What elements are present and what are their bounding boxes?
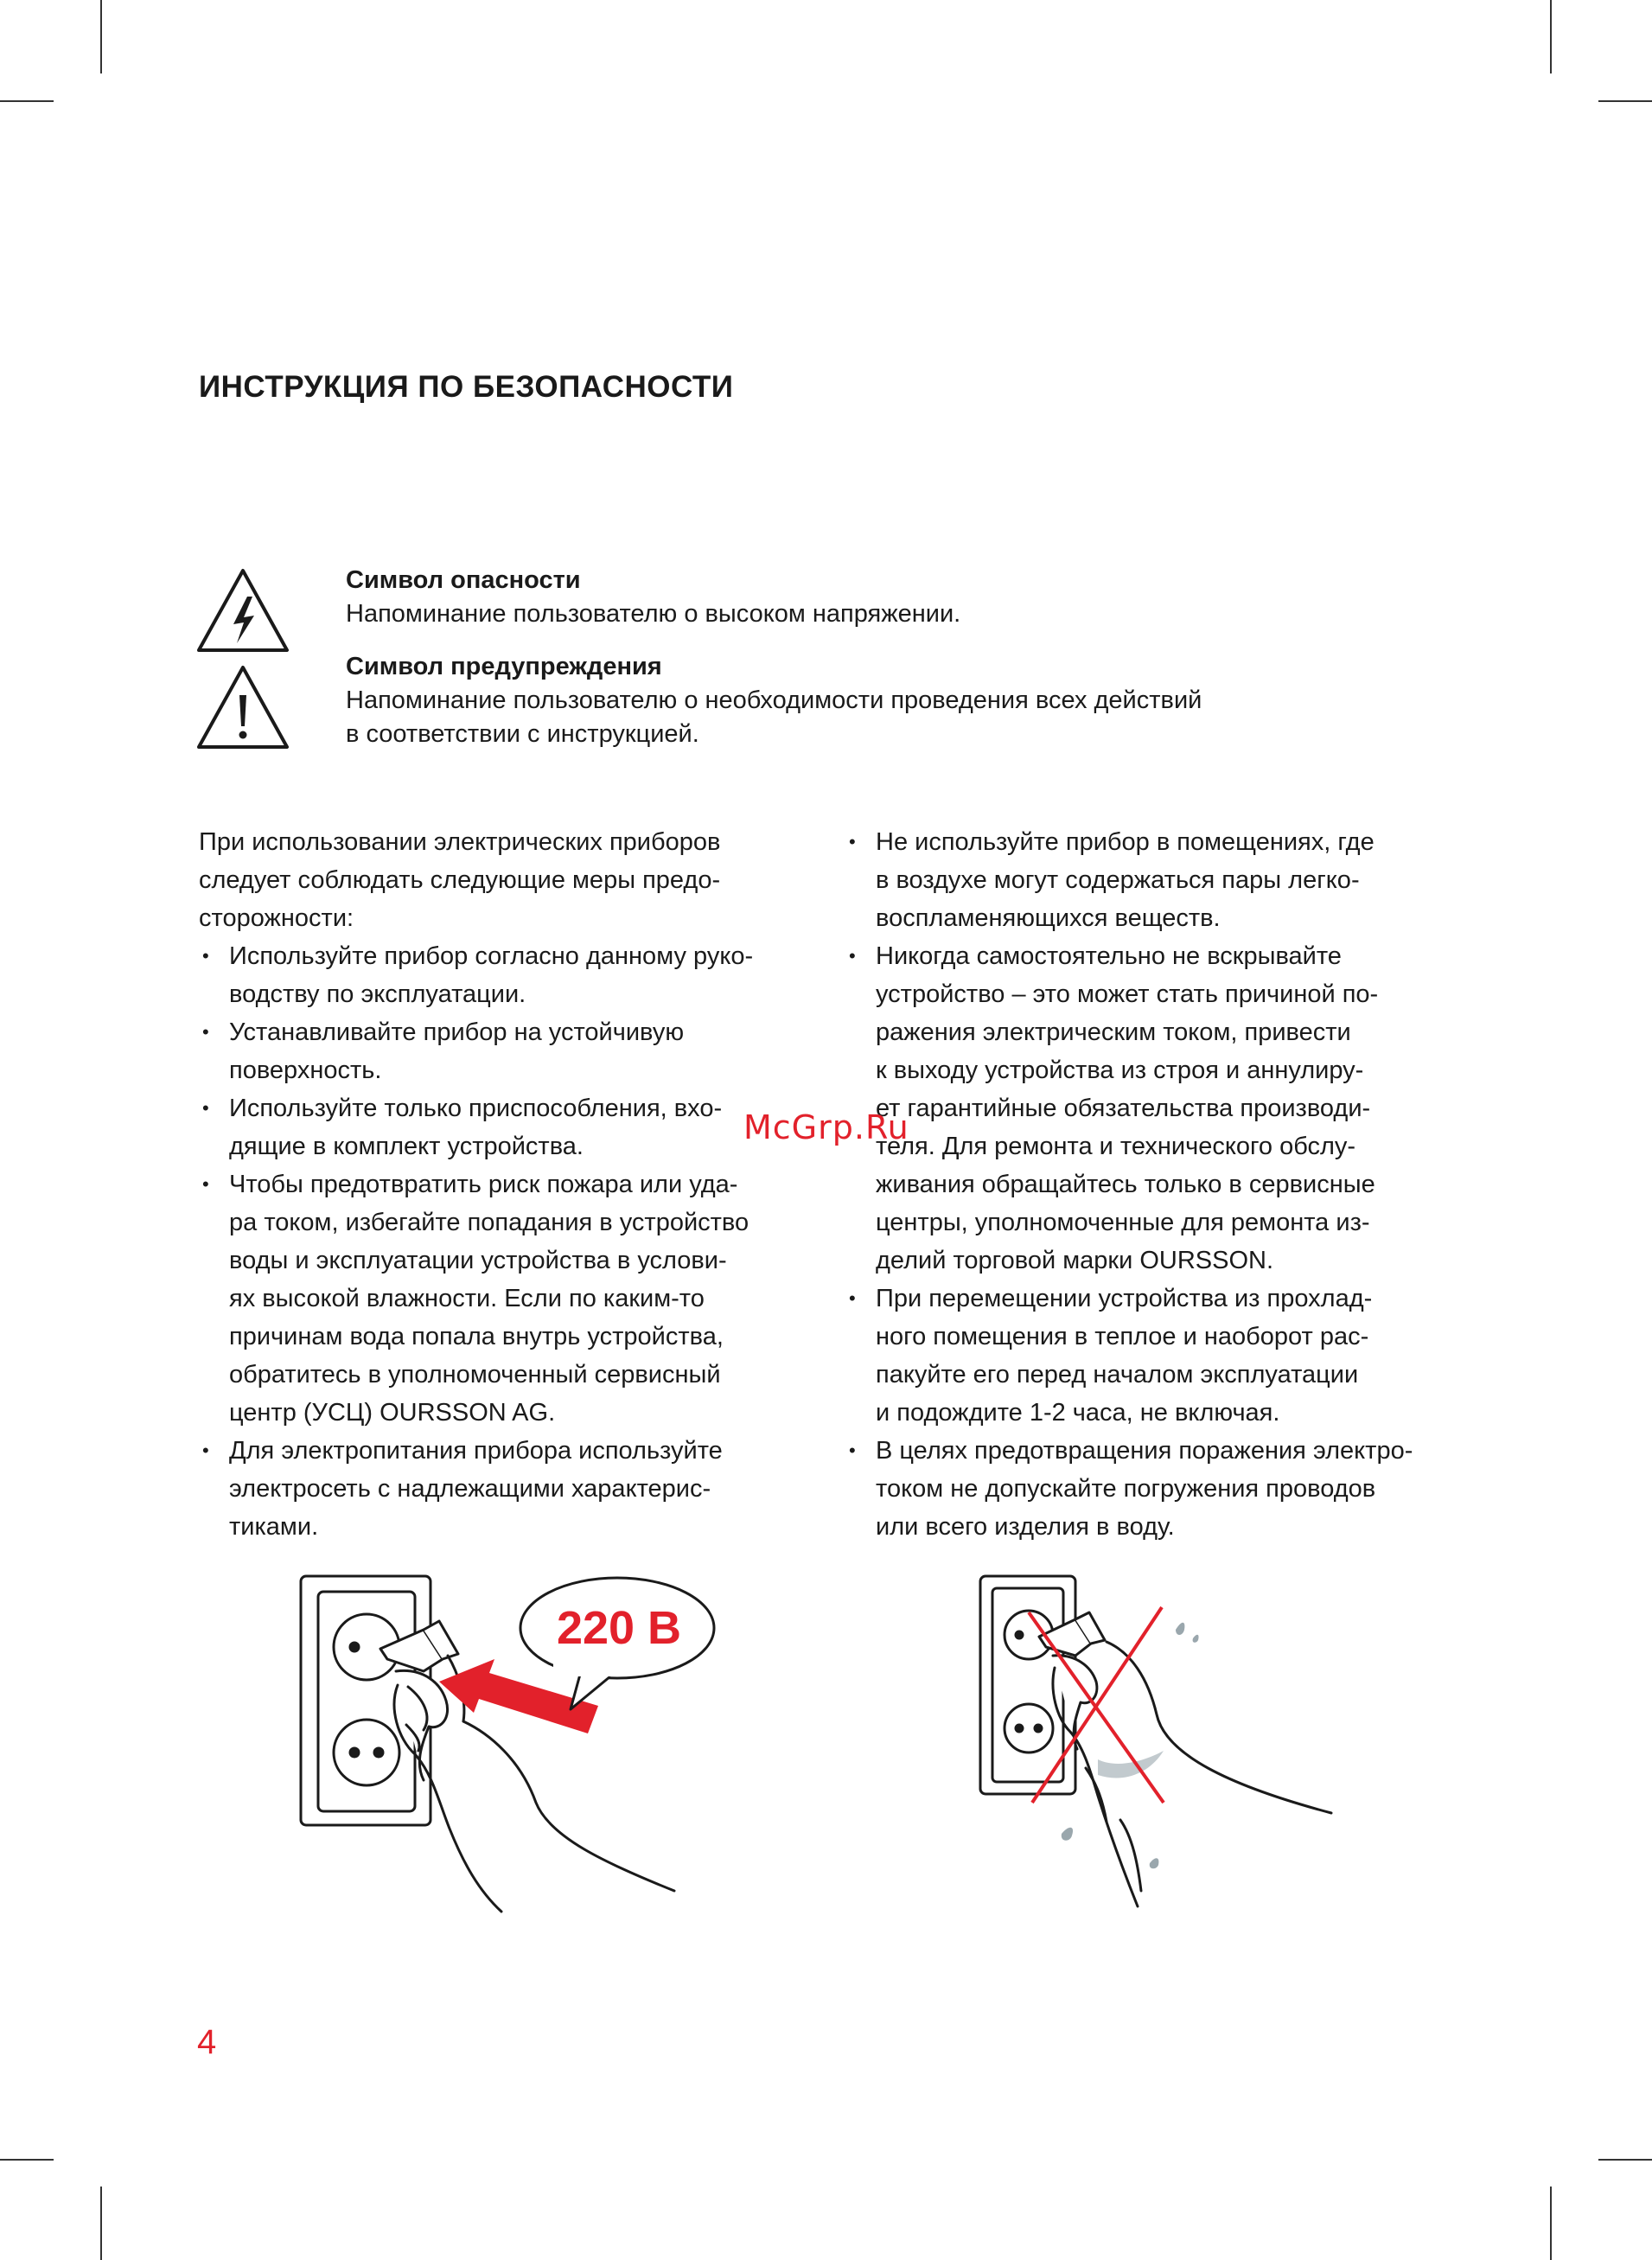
warning-symbol-title: Символ предупреждения — [346, 653, 662, 680]
danger-symbol-description — [346, 564, 960, 631]
intro-paragraph — [199, 823, 821, 937]
list-item — [845, 937, 1468, 1280]
text-line: Используйте только приспособления, вхо- — [229, 1095, 723, 1122]
plug-in-socket-illustration — [294, 1569, 778, 1915]
text-line: При перемещении устройства из прохлад- — [876, 1285, 1373, 1312]
text-line: ражения электрическим током, привести — [876, 1018, 1351, 1046]
text-line: воспламеняющихся веществ. — [876, 904, 1221, 932]
text-line: током не допускайте погружения проводов — [876, 1475, 1376, 1503]
text-line: Чтобы предотвратить риск пожара или уда- — [229, 1171, 738, 1198]
page-title: ИНСТРУКЦИЯ ПО БЕЗОПАСНОСТИ — [199, 370, 734, 404]
crop-mark — [1550, 2187, 1552, 2260]
list-item — [199, 1165, 821, 1432]
text-line: и подождите 1-2 часа, не включая. — [876, 1399, 1280, 1427]
text-line: При использовании электрических приборов — [199, 828, 721, 856]
exclamation-warning-icon — [195, 664, 290, 750]
text-line: ях высокой влажности. Если по каким-то — [229, 1285, 705, 1312]
text-line: электросеть с надлежащими характерис- — [229, 1475, 711, 1503]
text-line: к выходу устройства из строя и аннулиру- — [876, 1057, 1364, 1084]
warning-symbol-text-line: Напоминание пользователю о необходимости проведения всех действий — [346, 686, 1202, 714]
right-text-column — [845, 823, 1468, 1546]
text-line: пакуйте его перед началом эксплуатации — [876, 1361, 1359, 1389]
text-line: причинам вода попала внутрь устройства, — [229, 1323, 724, 1350]
text-line: ного помещения в теплое и наоборот рас- — [876, 1323, 1369, 1350]
warning-symbol-description — [346, 650, 1202, 751]
text-line: В целях предотвращения поражения электро- — [876, 1437, 1413, 1465]
text-line: обратитесь в уполномоченный сервисный — [229, 1361, 721, 1389]
text-line: поверхность. — [229, 1057, 382, 1084]
crop-mark — [1598, 2159, 1652, 2161]
list-item — [199, 937, 821, 1013]
text-line: устройство – это может стать причиной по- — [876, 980, 1379, 1008]
text-line: воды и эксплуатации устройства в услови- — [229, 1247, 727, 1274]
text-line: ра током, избегайте попадания в устройство — [229, 1209, 749, 1236]
voltage-label: 220 В — [556, 1602, 682, 1654]
text-line: делий торговой марки OURSSON. — [876, 1247, 1274, 1274]
precautions-list-continued — [845, 823, 1468, 1546]
text-line: следует соблюдать следующие меры предо- — [199, 866, 721, 894]
list-item — [199, 1432, 821, 1546]
text-line: сторожности: — [199, 904, 354, 932]
list-item — [845, 1280, 1468, 1432]
text-line: ет гарантийные обязательства производи- — [876, 1095, 1371, 1122]
text-line: в воздухе могут содержаться пары легко- — [876, 866, 1360, 894]
page-number: 4 — [197, 2023, 217, 2061]
crop-mark — [100, 0, 102, 73]
danger-symbol-title: Символ опасности — [346, 566, 581, 594]
list-item — [845, 823, 1468, 937]
wet-hands-prohibited-illustration — [968, 1569, 1400, 1915]
warning-symbol-text-line: в соответствии с инструкцией. — [346, 720, 699, 748]
crop-mark — [0, 100, 54, 102]
text-line: центр (УСЦ) OURSSON AG. — [229, 1399, 556, 1427]
text-line: дящие в комплект устройства. — [229, 1133, 584, 1160]
precautions-list — [199, 937, 821, 1546]
crop-mark — [1550, 0, 1552, 73]
list-item — [199, 1013, 821, 1089]
crop-mark — [0, 2159, 54, 2161]
watermark: McGrp.Ru — [743, 1108, 909, 1146]
text-line: Никогда самостоятельно не вскрывайте — [876, 942, 1342, 970]
left-text-column — [199, 823, 821, 1546]
crop-mark — [1598, 100, 1652, 102]
text-line: тиками. — [229, 1513, 319, 1541]
text-line: Для электропитания прибора используйте — [229, 1437, 723, 1465]
text-line: центры, уполномоченные для ремонта из- — [876, 1209, 1370, 1236]
crop-mark — [100, 2187, 102, 2260]
danger-symbol-text: Напоминание пользователю о высоком напряжении. — [346, 600, 961, 628]
text-line: Используйте прибор согласно данному руко- — [229, 942, 754, 970]
text-line: живания обращайтесь только в сервисные — [876, 1171, 1375, 1198]
text-line: водству по эксплуатации. — [229, 980, 526, 1008]
list-item — [845, 1432, 1468, 1546]
list-item — [199, 1089, 821, 1165]
high-voltage-warning-icon — [195, 567, 290, 654]
text-line: Устанавливайте прибор на устойчивую — [229, 1018, 685, 1046]
text-line: Не используйте прибор в помещениях, где — [876, 828, 1375, 856]
text-line: или всего изделия в воду. — [876, 1513, 1175, 1541]
text-line: теля. Для ремонта и технического обслу- — [876, 1133, 1356, 1160]
